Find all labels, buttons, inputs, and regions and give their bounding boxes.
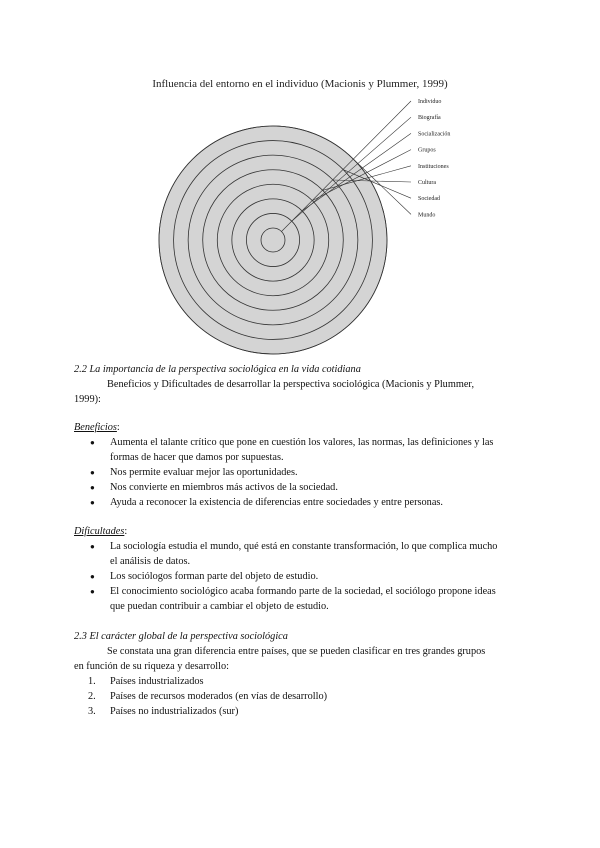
list-number: 2. [88,691,96,702]
ring-label: Grupos [418,147,436,154]
section-heading-2-3: 2.3 El carácter global de la perspectiva sociológica [74,631,288,642]
beneficio-item-line: ● Ayuda a reconocer la existencia de diferencias entre sociedades y entre personas. [110,497,443,508]
ring-label: Instituciones [418,163,449,170]
beneficio-item-line: ● Nos convierte en miembros más activos de la sociedad. [110,482,338,493]
dificultad-item-line: que puedan contribuir a cambiar el objeto de estudio. [110,601,329,612]
beneficio-item-line: formas de hacer que damos por supuestas. [110,452,284,463]
dificultad-item [74,539,574,569]
ring-label: Mundo [418,212,436,219]
section-intro-line: en función de su riqueza y desarrollo: [74,661,229,672]
outer-circle [159,126,387,354]
beneficio-item [74,465,574,480]
country-group-item [74,689,574,704]
beneficios-list [74,435,574,510]
section-intro-line: 1999): [74,394,101,405]
dificultad-item [74,584,574,614]
dificultad-item-line: el análisis de datos. [110,556,191,567]
dificultad-item-line: ● El conocimiento sociológico acaba formando parte de la sociedad, el sociólogo propone ideas [110,586,496,597]
country-group-item [74,704,574,719]
list-text: Países de recursos moderados (en vías de desarrollo) [110,691,328,702]
figure-title: Influencia del entorno en el individuo (Macionis y Plummer, 1999) [152,78,448,90]
section-heading-2-2: 2.2 La importancia de la perspectiva sociológica en la vida cotidiana [74,364,361,375]
dificultad-item-line: ● La sociología estudia el mundo, qué está en constante transformación, lo que complica mucho [110,541,498,552]
section-intro-line: Se constata una gran diferencia entre países, que se pueden clasificar en tres grandes grupos [107,646,486,657]
beneficio-item [74,495,574,510]
ring-label: Socialización [418,131,451,138]
beneficio-item [74,435,574,465]
list-text: Países no industrializados (sur) [110,706,239,717]
ring-label: Cultura [418,180,436,186]
dificultades-label-text: Dificultades [74,526,125,537]
list-number: 3. [88,706,96,717]
beneficios-label-text: Beneficios [74,422,117,433]
beneficio-item-line: ● Aumenta el talante crítico que pone en cuestión los valores, las normas, las definiciones y las [110,437,494,448]
list-text: Países industrializados [110,676,204,687]
dificultad-item [74,569,574,584]
ring-label: Biografía [418,115,441,122]
beneficio-item [74,480,574,495]
dificultades-list [74,539,574,614]
list-number: 1. [88,676,96,687]
country-group-item [74,674,574,689]
beneficio-item-line: ● Nos permite evaluar mejor las oportunidades. [110,467,298,478]
concentric-circles-figure [0,0,600,360]
ring-label: Sociedad [418,196,440,203]
dificultad-item-line: ● Los sociólogos forman parte del objeto de estudio. [110,571,319,582]
countries-list [74,674,574,719]
section-intro-line: Beneficios y Dificultades de desarrollar la perspectiva sociológica (Macionis y Plummer, [107,379,475,390]
beneficios-label: Beneficios: [74,422,120,433]
ring-label: Individuo [418,99,442,105]
dificultades-label: Dificultades: [74,526,128,537]
